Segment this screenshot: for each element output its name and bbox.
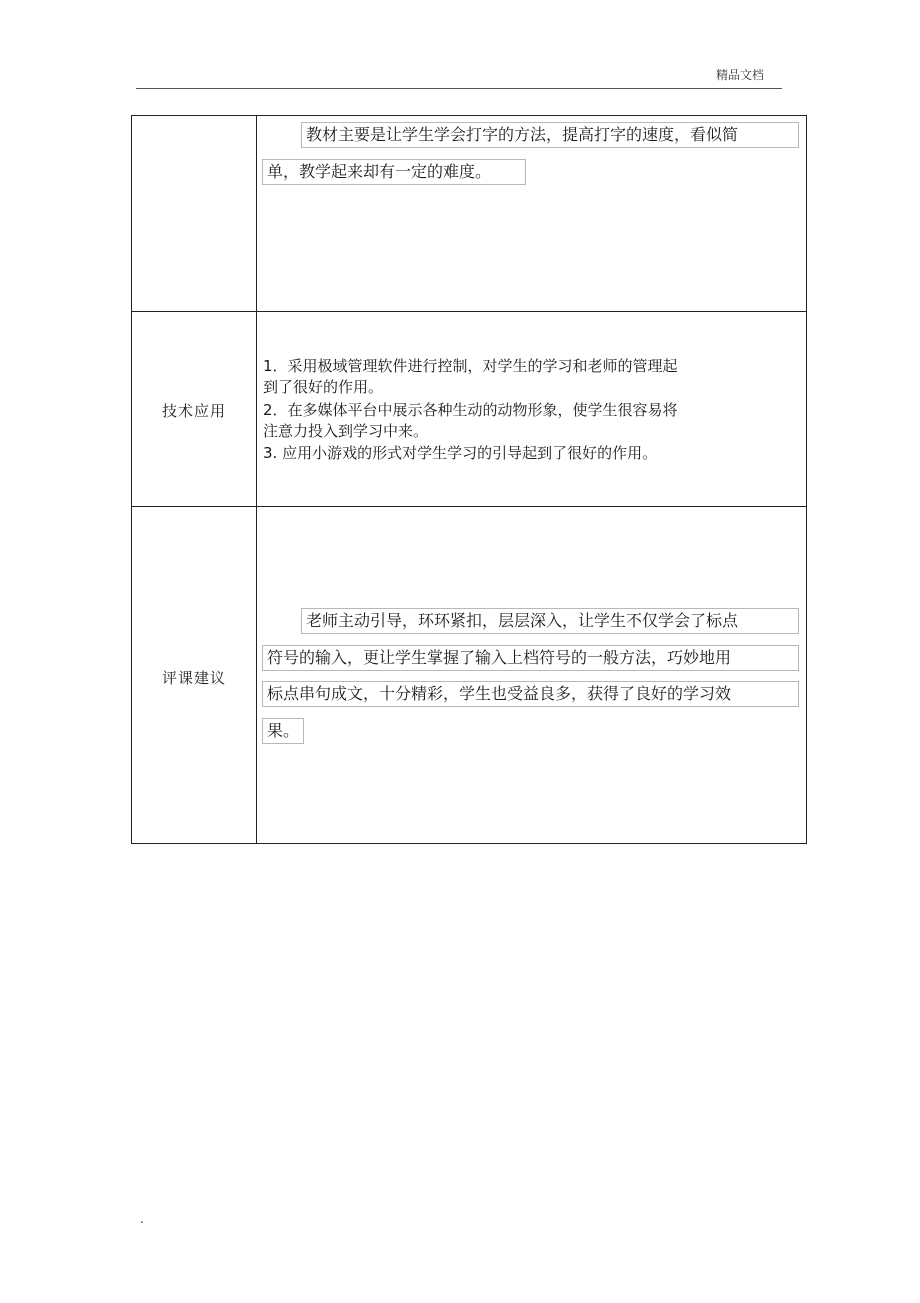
evaluation-table [131, 115, 807, 844]
row2-line-2: 到了很好的作用。 [263, 378, 384, 396]
row3-line-3: 标点串句成文，十分精彩，学生也受益良多，获得了良好的学习效 [262, 681, 799, 707]
footer-mark: . [140, 1212, 144, 1226]
row3-line-4: 果。 [262, 718, 304, 744]
row3-line-1: 老师主动引导，环环紧扣，层层深入，让学生不仅学会了标点 [301, 608, 799, 634]
row2-line-3: 2．在多媒体平台中展示各种生动的动物形象，使学生很容易将 [263, 401, 678, 419]
column-divider [256, 116, 257, 843]
row-divider-2 [132, 506, 806, 507]
header-rule [136, 88, 782, 89]
header-label: 精品文档 [716, 68, 765, 82]
row2-line-1: 1．采用极域管理软件进行控制，对学生的学习和老师的管理起 [263, 357, 678, 375]
row2-line-4: 注意力投入到学习中来。 [263, 422, 429, 440]
row2-label: 技术应用 [161, 402, 226, 420]
row2-line-5: 3. 应用小游戏的形式对学生学习的引导起到了很好的作用。 [263, 444, 658, 462]
row3-label: 评课建议 [161, 669, 226, 687]
row1-line-1: 教材主要是让学生学会打字的方法，提高打字的速度，看似简 [301, 122, 799, 148]
row3-line-2: 符号的输入，更让学生掌握了输入上档符号的一般方法，巧妙地用 [262, 645, 799, 671]
row-divider-1 [132, 311, 806, 312]
row1-line-2: 单，教学起来却有一定的难度。 [262, 159, 526, 185]
